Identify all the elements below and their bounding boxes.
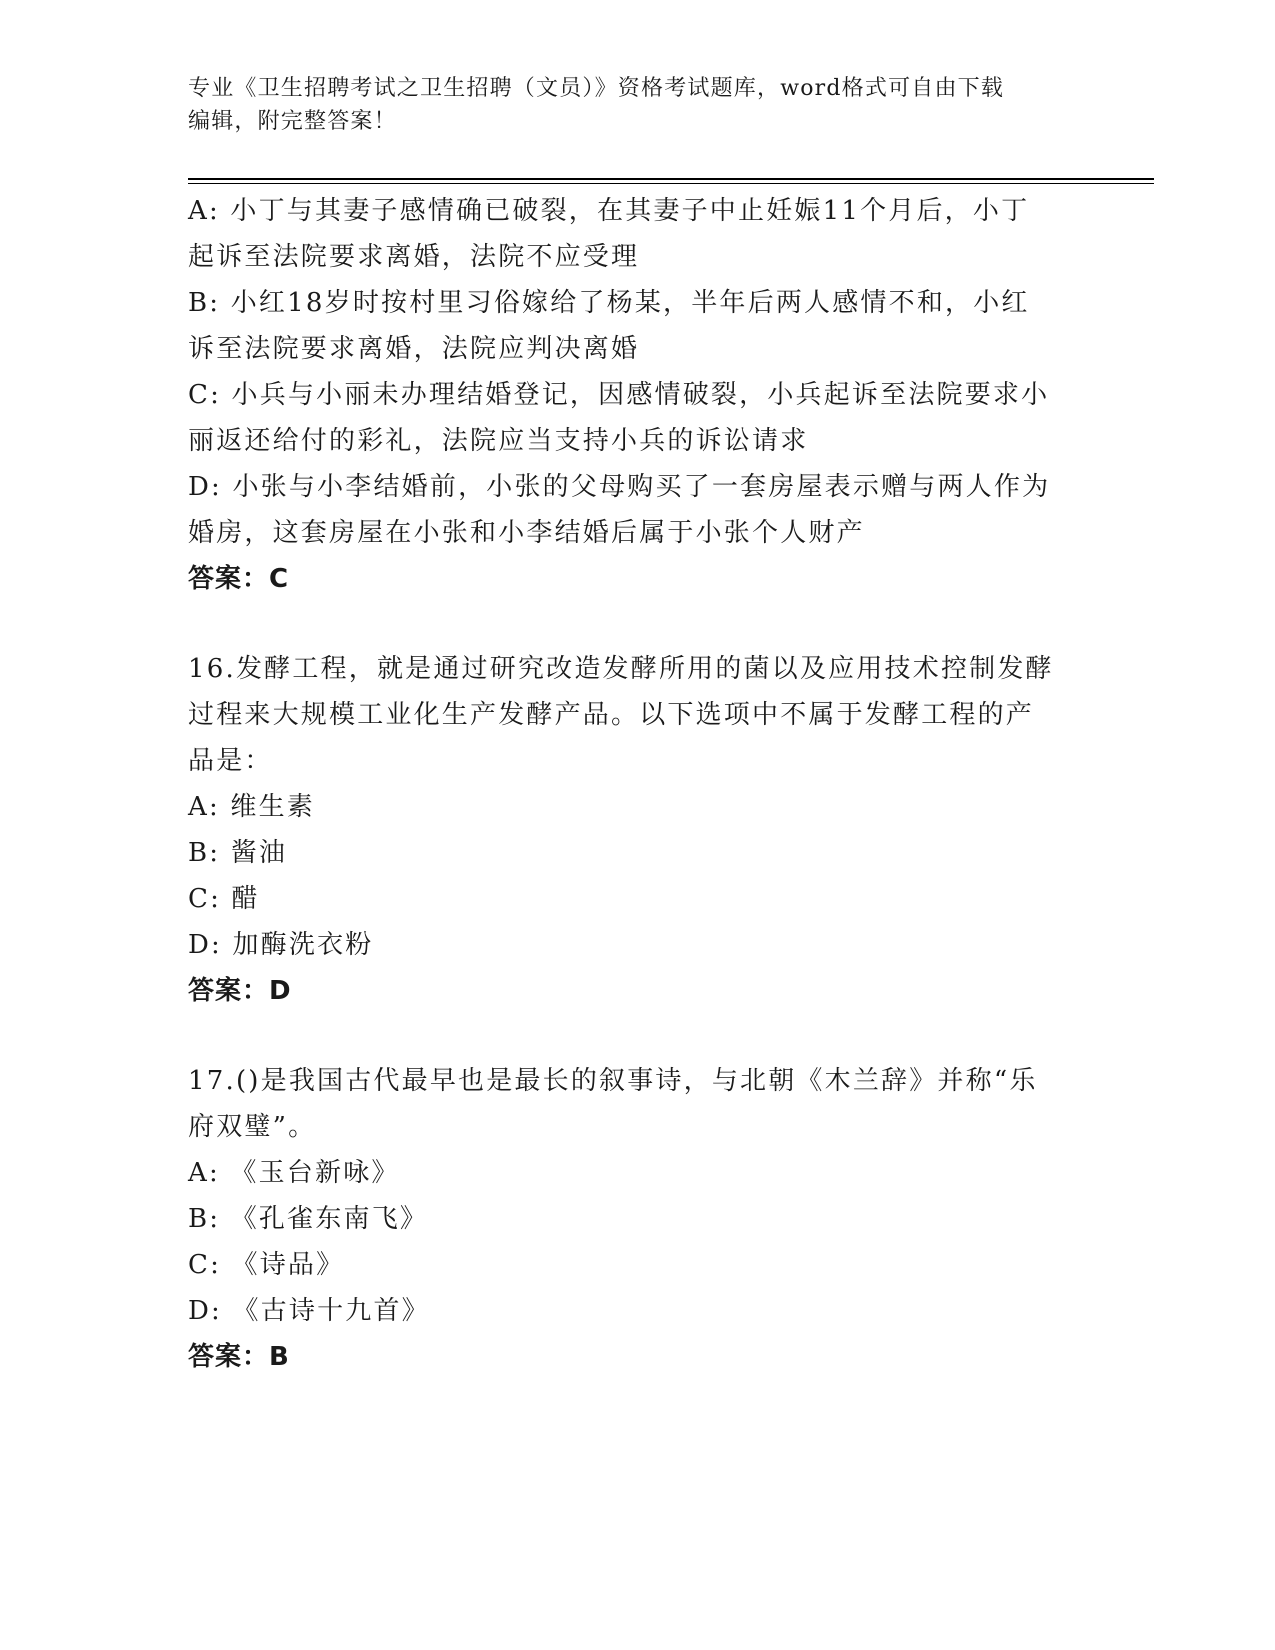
option-text-line: 诉至法院要求离婚，法院应判决离婚 (188, 334, 640, 364)
option-text-line: A: 小丁与其妻子感情确已破裂，在其妻子中止妊娠11个月后，小丁 (188, 196, 1030, 226)
option-d: D: 《古诗十九首》 (188, 1296, 430, 1326)
option-text-line: D: 小张与小李结婚前，小张的父母购买了一套房屋表示赠与两人作为 (188, 472, 1051, 502)
option-text-line: C: 小兵与小丽未办理结婚登记，因感情破裂，小兵起诉至法院要求小 (188, 380, 1050, 410)
document-header (188, 72, 1088, 138)
option-c (188, 372, 1088, 464)
option-c: C: 醋 (188, 884, 260, 914)
question-stem-line: 府双璧”。 (188, 1112, 317, 1142)
question-stem-line: 品是： (188, 746, 273, 776)
option-b: B: 《孔雀东南飞》 (188, 1204, 429, 1234)
answer-label: 答案：D (188, 976, 292, 1006)
header-divider-thick (188, 178, 1154, 180)
question-16 (188, 646, 1088, 1014)
document-body (188, 188, 1088, 1380)
question-stem-line: 过程来大规模工业化生产发酵产品。以下选项中不属于发酵工程的产 (188, 700, 1035, 730)
header-divider-thin (188, 183, 1154, 184)
option-a: A: 维生素 (188, 792, 316, 822)
option-b (188, 280, 1088, 372)
option-c: C: 《诗品》 (188, 1250, 345, 1280)
option-text-line: B: 小红18岁时按村里习俗嫁给了杨某，半年后两人感情不和，小红 (188, 288, 1030, 318)
header-line-1: 专业《卫生招聘考试之卫生招聘（文员）》资格考试题库，word格式可自由下载 (188, 76, 1005, 101)
answer-label: 答案：C (188, 564, 290, 594)
option-text-line: 起诉至法院要求离婚，法院不应受理 (188, 242, 640, 272)
option-a: A: 《玉台新咏》 (188, 1158, 400, 1188)
answer-label: 答案：B (188, 1342, 290, 1372)
question-spacer (188, 1014, 1088, 1058)
question-stem-line: 16.发酵工程，就是通过研究改造发酵所用的菌以及应用技术控制发酵 (188, 654, 1054, 684)
option-text-line: 丽返还给付的彩礼，法院应当支持小兵的诉讼请求 (188, 426, 809, 456)
question-15 (188, 188, 1088, 602)
option-text-line: 婚房，这套房屋在小张和小李结婚后属于小张个人财产 (188, 518, 865, 548)
question-17 (188, 1058, 1088, 1380)
question-spacer (188, 602, 1088, 646)
question-stem-line: 17.()是我国古代最早也是最长的叙事诗，与北朝《木兰辞》并称“乐 (188, 1066, 1038, 1096)
header-line-2: 编辑，附完整答案！ (188, 109, 397, 134)
option-d: D: 加酶洗衣粉 (188, 930, 374, 960)
option-b: B: 酱油 (188, 838, 288, 868)
option-a (188, 188, 1088, 280)
option-d (188, 464, 1088, 556)
